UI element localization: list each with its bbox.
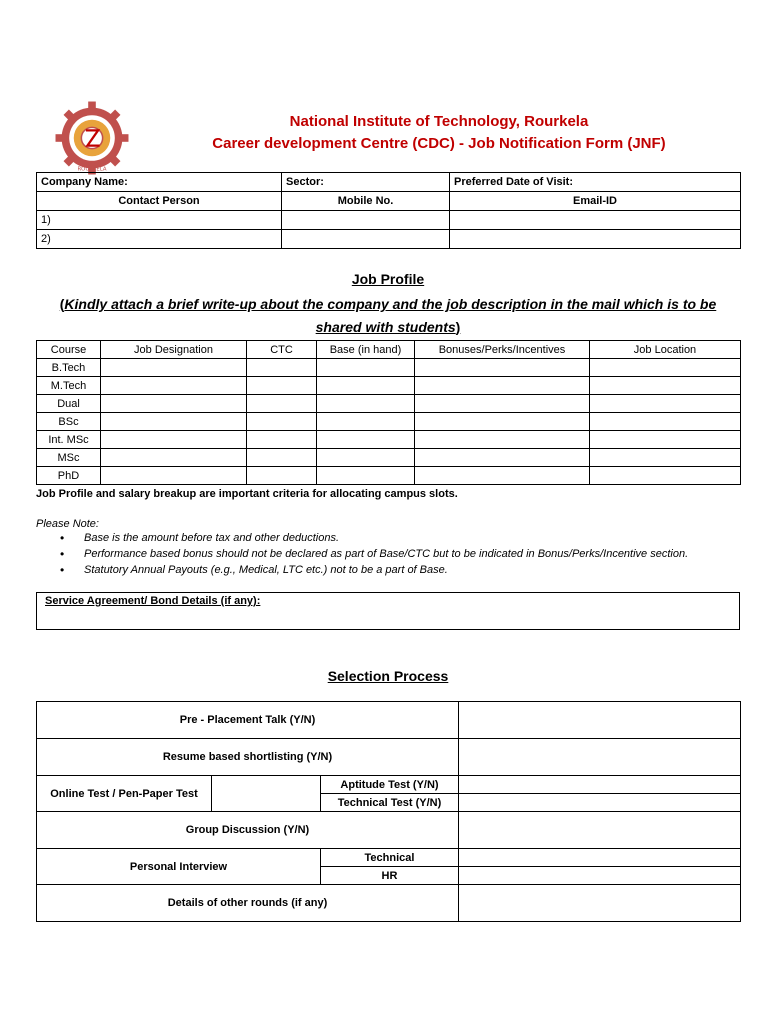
col-job-designation: Job Designation bbox=[101, 341, 247, 359]
base-cell[interactable] bbox=[317, 467, 415, 485]
ctc-cell[interactable] bbox=[247, 467, 317, 485]
other-rounds-label: Details of other rounds (if any) bbox=[37, 885, 459, 922]
bonuses-cell[interactable] bbox=[415, 377, 590, 395]
job-profile-note bbox=[36, 293, 740, 339]
email-cell[interactable] bbox=[450, 211, 741, 230]
company-details-table bbox=[36, 172, 741, 249]
form-title: Career development Centre (CDC) - Job Notification Form (JNF) bbox=[212, 135, 666, 152]
contact-person-header: Contact Person bbox=[37, 192, 282, 211]
table-row bbox=[37, 359, 741, 377]
bonuses-cell[interactable] bbox=[415, 449, 590, 467]
ctc-cell[interactable] bbox=[247, 431, 317, 449]
technical-test-label: Technical Test (Y/N) bbox=[321, 794, 459, 812]
mobile-header: Mobile No. bbox=[282, 192, 450, 211]
online-test-cell[interactable] bbox=[212, 776, 321, 812]
company-name-label: Company Name: bbox=[37, 173, 282, 192]
ppt-label: Pre - Placement Talk (Y/N) bbox=[37, 702, 459, 739]
course-label: Int. MSc bbox=[37, 431, 101, 449]
mobile-cell[interactable] bbox=[282, 211, 450, 230]
location-cell[interactable] bbox=[590, 449, 741, 467]
table-row bbox=[37, 413, 741, 431]
nit-rourkela-logo bbox=[54, 100, 130, 176]
bonuses-cell[interactable] bbox=[415, 431, 590, 449]
location-cell[interactable] bbox=[590, 395, 741, 413]
criteria-text: Job Profile and salary breakup are important criteria for allocating campus slots. bbox=[36, 488, 458, 500]
mobile-cell[interactable] bbox=[282, 230, 450, 249]
gd-answer-cell[interactable] bbox=[459, 812, 741, 849]
ppt-answer-cell[interactable] bbox=[459, 702, 741, 739]
bond-details-label: Service Agreement/ Bond Details (if any): bbox=[45, 595, 261, 607]
sector-label: Sector: bbox=[282, 173, 450, 192]
resume-label: Resume based shortlisting (Y/N) bbox=[37, 739, 459, 776]
note-text: Kindly attach a brief write-up about the company and the job description in the mail which is to be shared with students bbox=[64, 296, 717, 335]
notes-list bbox=[60, 532, 688, 580]
location-cell[interactable] bbox=[590, 467, 741, 485]
base-cell[interactable] bbox=[317, 431, 415, 449]
hr-answer-cell[interactable] bbox=[459, 867, 741, 885]
course-label: Dual bbox=[37, 395, 101, 413]
aptitude-answer-cell[interactable] bbox=[459, 776, 741, 794]
bonuses-cell[interactable] bbox=[415, 395, 590, 413]
technical-label: Technical bbox=[321, 849, 459, 867]
hr-label: HR bbox=[321, 867, 459, 885]
technical-test-answer-cell[interactable] bbox=[459, 794, 741, 812]
job-designation-cell[interactable] bbox=[101, 395, 247, 413]
note-open: ( bbox=[59, 296, 65, 312]
table-row bbox=[37, 467, 741, 485]
list-item: • Statutory Annual Payouts (e.g., Medical, LTC etc.) not to be a part of Base. bbox=[60, 564, 688, 580]
list-item: • Base is the amount before tax and other deductions. bbox=[60, 532, 688, 548]
gd-label: Group Discussion (Y/N) bbox=[37, 812, 459, 849]
aptitude-label: Aptitude Test (Y/N) bbox=[321, 776, 459, 794]
other-rounds-answer-cell[interactable] bbox=[459, 885, 741, 922]
col-course: Course bbox=[37, 341, 101, 359]
ctc-cell[interactable] bbox=[247, 395, 317, 413]
course-label: BSc bbox=[37, 413, 101, 431]
table-row bbox=[37, 395, 741, 413]
institute-name: National Institute of Technology, Rourkela bbox=[289, 113, 589, 130]
base-cell[interactable] bbox=[317, 413, 415, 431]
col-location: Job Location bbox=[590, 341, 741, 359]
job-designation-cell[interactable] bbox=[101, 467, 247, 485]
job-designation-cell[interactable] bbox=[101, 449, 247, 467]
course-label: MSc bbox=[37, 449, 101, 467]
job-designation-cell[interactable] bbox=[101, 431, 247, 449]
base-cell[interactable] bbox=[317, 449, 415, 467]
selection-process-title: Selection Process bbox=[327, 668, 449, 684]
job-profile-title: Job Profile bbox=[351, 271, 425, 287]
technical-answer-cell[interactable] bbox=[459, 849, 741, 867]
col-bonuses: Bonuses/Perks/Incentives bbox=[415, 341, 590, 359]
location-cell[interactable] bbox=[590, 431, 741, 449]
list-item: • Performance based bonus should not be declared as part of Base/CTC but to be indicated in Bonus/Perks/Incentive section. bbox=[60, 548, 688, 564]
visit-date-label: Preferred Date of Visit: bbox=[450, 173, 741, 192]
table-row bbox=[37, 449, 741, 467]
course-label: M.Tech bbox=[37, 377, 101, 395]
bonuses-cell[interactable] bbox=[415, 413, 590, 431]
table-row bbox=[37, 431, 741, 449]
base-cell[interactable] bbox=[317, 395, 415, 413]
interview-label: Personal Interview bbox=[37, 849, 321, 885]
ctc-cell[interactable] bbox=[247, 413, 317, 431]
selection-process-table bbox=[36, 701, 741, 922]
ctc-cell[interactable] bbox=[247, 359, 317, 377]
online-test-label: Online Test / Pen-Paper Test bbox=[37, 776, 212, 812]
base-cell[interactable] bbox=[317, 359, 415, 377]
base-cell[interactable] bbox=[317, 377, 415, 395]
note-close: ) bbox=[455, 319, 461, 335]
job-profile-table bbox=[36, 340, 741, 485]
bond-details-box[interactable] bbox=[36, 592, 740, 630]
table-row bbox=[37, 377, 741, 395]
bonuses-cell[interactable] bbox=[415, 467, 590, 485]
svg-text:ROURKELA: ROURKELA bbox=[77, 166, 107, 173]
col-ctc: CTC bbox=[247, 341, 317, 359]
email-header: Email-ID bbox=[450, 192, 741, 211]
please-note-heading: Please Note: bbox=[36, 518, 99, 530]
contact-row-2-label: 2) bbox=[37, 230, 282, 249]
ctc-cell[interactable] bbox=[247, 449, 317, 467]
email-cell[interactable] bbox=[450, 230, 741, 249]
contact-row-1-label: 1) bbox=[37, 211, 282, 230]
location-cell[interactable] bbox=[590, 413, 741, 431]
job-designation-cell[interactable] bbox=[101, 413, 247, 431]
bonuses-cell[interactable] bbox=[415, 359, 590, 377]
location-cell[interactable] bbox=[590, 359, 741, 377]
course-label: PhD bbox=[37, 467, 101, 485]
location-cell[interactable] bbox=[590, 377, 741, 395]
job-designation-cell[interactable] bbox=[101, 359, 247, 377]
job-designation-cell[interactable] bbox=[101, 377, 247, 395]
course-label: B.Tech bbox=[37, 359, 101, 377]
col-base: Base (in hand) bbox=[317, 341, 415, 359]
resume-answer-cell[interactable] bbox=[459, 739, 741, 776]
ctc-cell[interactable] bbox=[247, 377, 317, 395]
